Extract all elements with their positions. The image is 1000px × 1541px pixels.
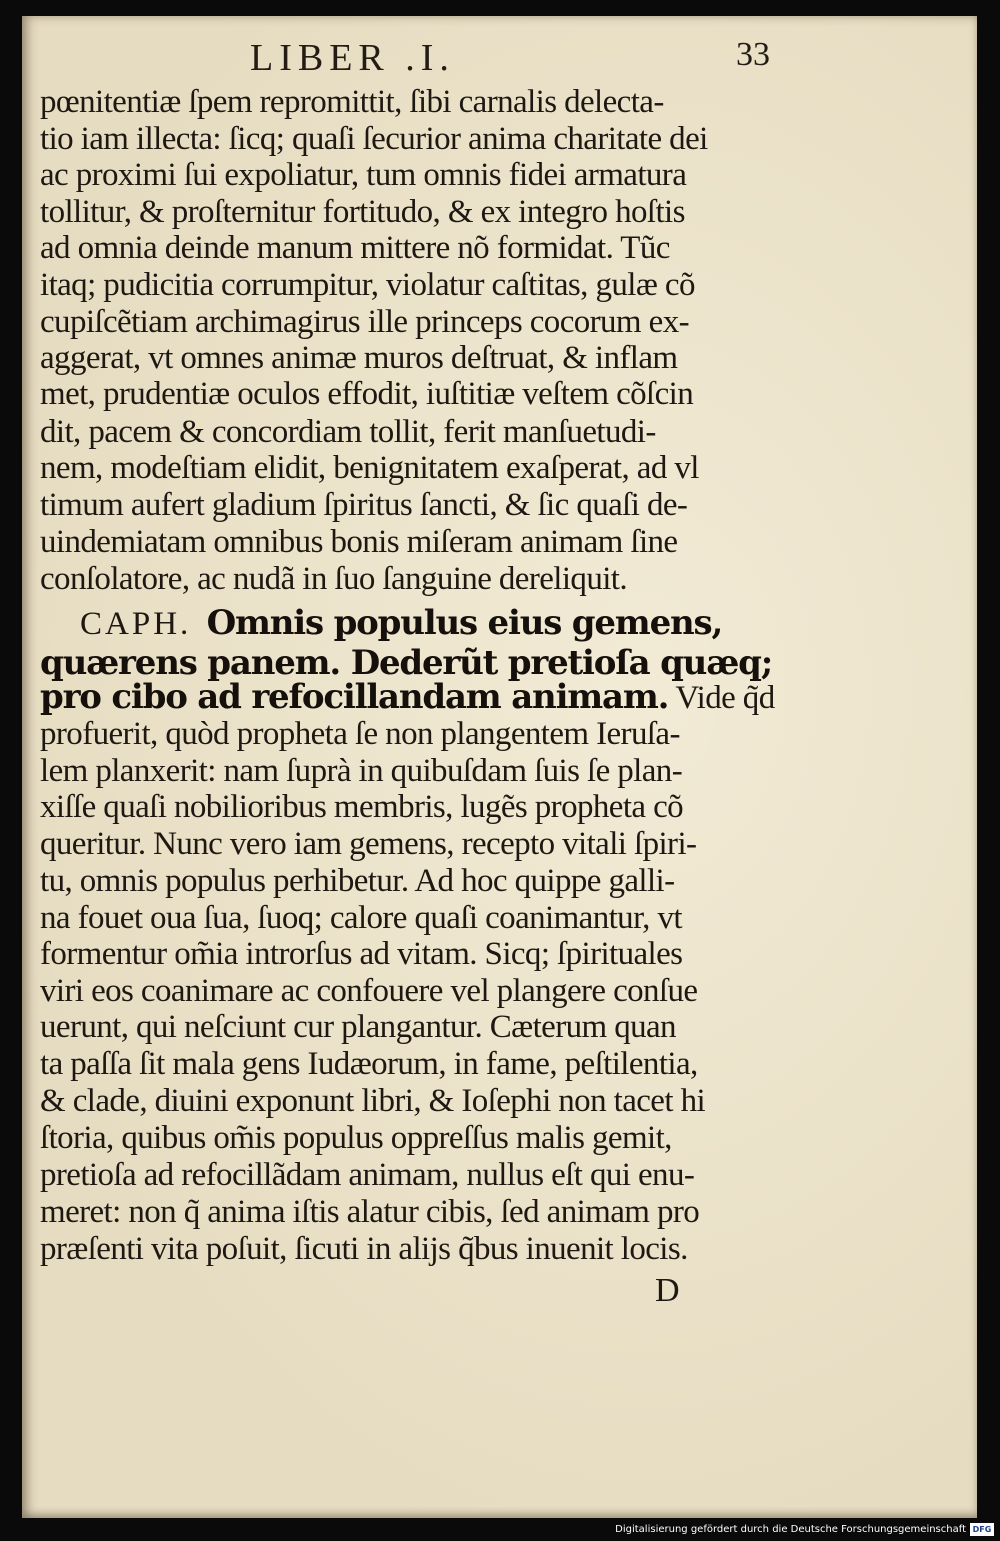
text-line: ac proximi ſui expoliatur, tum omnis fidei armatura — [40, 157, 687, 193]
text-line: pretioſa ad refocillãdam animam, nullus eſt qui enu- — [40, 1157, 695, 1193]
page-number: 33 — [736, 36, 770, 73]
text-line: & clade, diuini exponunt libri, & Ioſephi non tacet hi — [40, 1083, 706, 1119]
text-line: ta paſſa ſit mala gens Iudæorum, in fame, peſtilentia, — [40, 1046, 698, 1082]
text-line: itaq; pudicitia corrumpitur, violatur caſtitas, gulæ cõ — [40, 267, 695, 303]
verse-text: Omnis populus eius gemens, — [206, 603, 723, 643]
text-line: dit, pacem & concordiam tollit, ferit manſuetudi- — [40, 414, 656, 450]
dfg-logo-icon: DFG — [970, 1523, 994, 1536]
text-line: tu, omnis populus perhibetur. Ad hoc quippe galli- — [40, 863, 675, 899]
text-line: aggerat, vt omnes animæ muros deſtruat, & inflam — [40, 340, 678, 376]
text-line: cupiſcẽtiam archimagirus ille princeps cocorum ex- — [40, 304, 689, 340]
text-line: ſtoria, quibus om̃is populus oppreſſus malis gemit, — [40, 1120, 672, 1156]
text-line: uindemiatam omnibus bonis miſeram animam ſine — [40, 524, 678, 560]
text-line: na fouet oua ſua, ſuoq; calore quaſi coanimantur, vt — [40, 900, 682, 936]
text-line: timum aufert gladium ſpiritus ſancti, & ſic quaſi de- — [40, 487, 688, 523]
text-line: tollitur, & proſternitur fortitudo, & ex integro hoſtis — [40, 194, 685, 230]
text-line: nem, modeſtiam elidit, benignitatem exaſperat, ad vl — [40, 450, 699, 486]
running-head: LIBER .I. — [250, 37, 455, 79]
signature-mark: D — [655, 1272, 680, 1309]
text-line: conſolatore, ac nudã in ſuo ſanguine dereliquit. — [40, 561, 628, 597]
caph-verse-line — [80, 603, 723, 643]
text-line: queritur. Nunc vero iam gemens, recepto vitali ſpiri- — [40, 826, 697, 862]
commentary-start: Vide q̃d — [675, 680, 775, 716]
text-line: ad omnia deinde manum mittere nõ formidat. Tũc — [40, 230, 670, 266]
digitization-credit: Digitalisierung gefördert durch die Deutsche Forschungsgemeinschaft — [615, 1524, 966, 1535]
text-line: tio iam illecta: ſicq; quaſi ſecurior anima charitate dei — [40, 121, 708, 157]
caph-verse-line — [40, 677, 775, 717]
verse-text: quærens panem. Dederũt pretioſa quæq; — [40, 643, 773, 683]
text-line: præſenti vita poſuit, ſicuti in alijs q̃bus inuenit locis. — [40, 1231, 688, 1267]
text-line: xiſſe quaſi nobilioribus membris, lugẽs propheta cõ — [40, 789, 684, 825]
text-line: uerunt, qui neſciunt cur plangantur. Cæterum quan — [40, 1009, 676, 1045]
text-line: meret: non q̃ anima iſtis alatur cibis, ſed animam pro — [40, 1194, 700, 1230]
verse-text: pro cibo ad refocillandam animam. — [40, 677, 669, 717]
text-line: profuerit, quòd propheta ſe non plangentem Ieruſa- — [40, 716, 680, 752]
text-line: viri eos coanimare ac confouere vel plangere conſue — [40, 973, 698, 1009]
text-line: lem planxerit: nam ſuprà in quibuſdam ſuis ſe plan- — [40, 753, 683, 789]
text-line: pœnitentiæ ſpem repromittit, ſibi carnalis delecta- — [40, 84, 664, 120]
book-page — [22, 16, 977, 1518]
text-line: met, prudentiæ oculos effodit, iuſtitiæ veſtem cõſcin — [40, 376, 694, 412]
text-line: formentur om̃ia introrſus ad vitam. Sicq; ſpirituales — [40, 936, 683, 972]
caph-label: CAPH. — [80, 606, 192, 642]
